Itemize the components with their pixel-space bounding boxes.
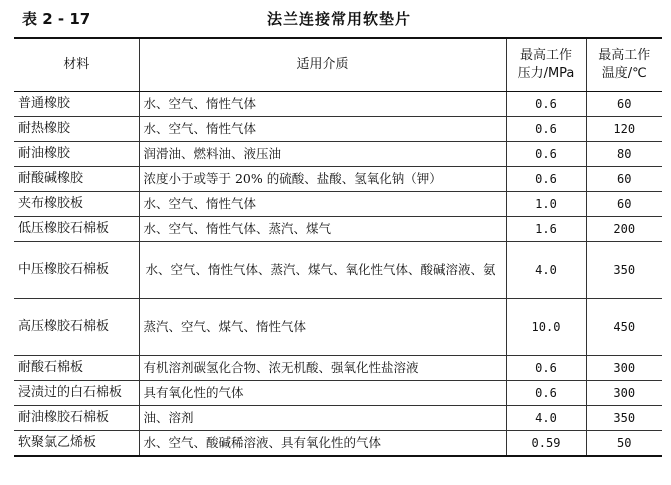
cell-pressure: 1.6 <box>506 217 586 242</box>
gasket-table <box>14 37 662 457</box>
table-row <box>14 192 662 217</box>
cell-temperature: 60 <box>586 92 662 117</box>
table-row <box>14 431 662 456</box>
cell-pressure: 10.0 <box>506 299 586 356</box>
cell-material: 高压橡胶石棉板 <box>14 299 139 356</box>
cell-medium: 油、溶剂 <box>139 406 506 431</box>
cell-temperature: 350 <box>586 242 662 299</box>
cell-medium: 水、空气、惰性气体、蒸汽、煤气 <box>139 217 506 242</box>
table-row <box>14 217 662 242</box>
header-temperature <box>586 38 662 92</box>
cell-medium: 润滑油、燃料油、液压油 <box>139 142 506 167</box>
cell-pressure: 0.6 <box>506 92 586 117</box>
header-material: 材料 <box>14 38 139 92</box>
table-title: 法兰连接常用软垫片 <box>266 10 411 28</box>
cell-temperature: 350 <box>586 406 662 431</box>
cell-material: 软聚氯乙烯板 <box>14 431 139 456</box>
table-row <box>14 356 662 381</box>
cell-material: 耐油橡胶石棉板 <box>14 406 139 431</box>
cell-medium: 有机溶剂碳氢化合物、浓无机酸、强氧化性盐溶液 <box>139 356 506 381</box>
table-row <box>14 381 662 406</box>
cell-temperature: 200 <box>586 217 662 242</box>
table-row <box>14 167 662 192</box>
table-row <box>14 242 662 299</box>
cell-material: 浸渍过的白石棉板 <box>14 381 139 406</box>
cell-medium: 水、空气、惰性气体 <box>139 117 506 142</box>
cell-medium: 蒸汽、空气、煤气、惰性气体 <box>139 299 506 356</box>
cell-pressure: 0.6 <box>506 117 586 142</box>
cell-medium: 浓度小于或等于 20% 的硫酸、盐酸、氢氧化钠（钾） <box>139 167 506 192</box>
header-pressure-line1: 最高工作 <box>519 48 572 63</box>
cell-medium: 水、空气、惰性气体 <box>139 92 506 117</box>
cell-temperature: 450 <box>586 299 662 356</box>
cell-temperature: 80 <box>586 142 662 167</box>
cell-pressure: 0.6 <box>506 381 586 406</box>
cell-temperature: 300 <box>586 381 662 406</box>
table-row <box>14 299 662 356</box>
cell-material: 耐酸碱橡胶 <box>14 167 139 192</box>
table-row <box>14 406 662 431</box>
header-temperature-line2: 温度/℃ <box>601 66 647 81</box>
cell-medium: 水、空气、酸碱稀溶液、具有氧化性的气体 <box>139 431 506 456</box>
cell-temperature: 60 <box>586 167 662 192</box>
cell-temperature: 300 <box>586 356 662 381</box>
header-row <box>14 38 662 92</box>
cell-temperature: 50 <box>586 431 662 456</box>
cell-pressure: 4.0 <box>506 242 586 299</box>
header-medium: 适用介质 <box>139 38 506 92</box>
cell-material: 耐油橡胶 <box>14 142 139 167</box>
cell-material: 耐酸石棉板 <box>14 356 139 381</box>
cell-pressure: 0.6 <box>506 142 586 167</box>
cell-medium: 具有氧化性的气体 <box>139 381 506 406</box>
cell-material: 夹布橡胶板 <box>14 192 139 217</box>
cell-pressure: 0.6 <box>506 356 586 381</box>
header-temperature-line1: 最高工作 <box>598 48 651 63</box>
table-number: 表 2 - 17 <box>22 10 91 28</box>
cell-temperature: 60 <box>586 192 662 217</box>
table-row <box>14 117 662 142</box>
cell-medium: 水、空气、惰性气体、蒸汽、煤气、氧化性气体、酸碱溶液、氨 <box>139 242 506 299</box>
cell-medium: 水、空气、惰性气体 <box>139 192 506 217</box>
table-row <box>14 142 662 167</box>
cell-material: 耐热橡胶 <box>14 117 139 142</box>
cell-pressure: 0.6 <box>506 167 586 192</box>
header-pressure-line2: 压力/MPa <box>517 66 575 81</box>
table-caption <box>14 6 664 30</box>
table-row <box>14 92 662 117</box>
header-pressure <box>506 38 586 92</box>
cell-material: 普通橡胶 <box>14 92 139 117</box>
cell-material: 中压橡胶石棉板 <box>14 242 139 299</box>
cell-temperature: 120 <box>586 117 662 142</box>
cell-pressure: 0.59 <box>506 431 586 456</box>
cell-pressure: 4.0 <box>506 406 586 431</box>
cell-pressure: 1.0 <box>506 192 586 217</box>
cell-material: 低压橡胶石棉板 <box>14 217 139 242</box>
